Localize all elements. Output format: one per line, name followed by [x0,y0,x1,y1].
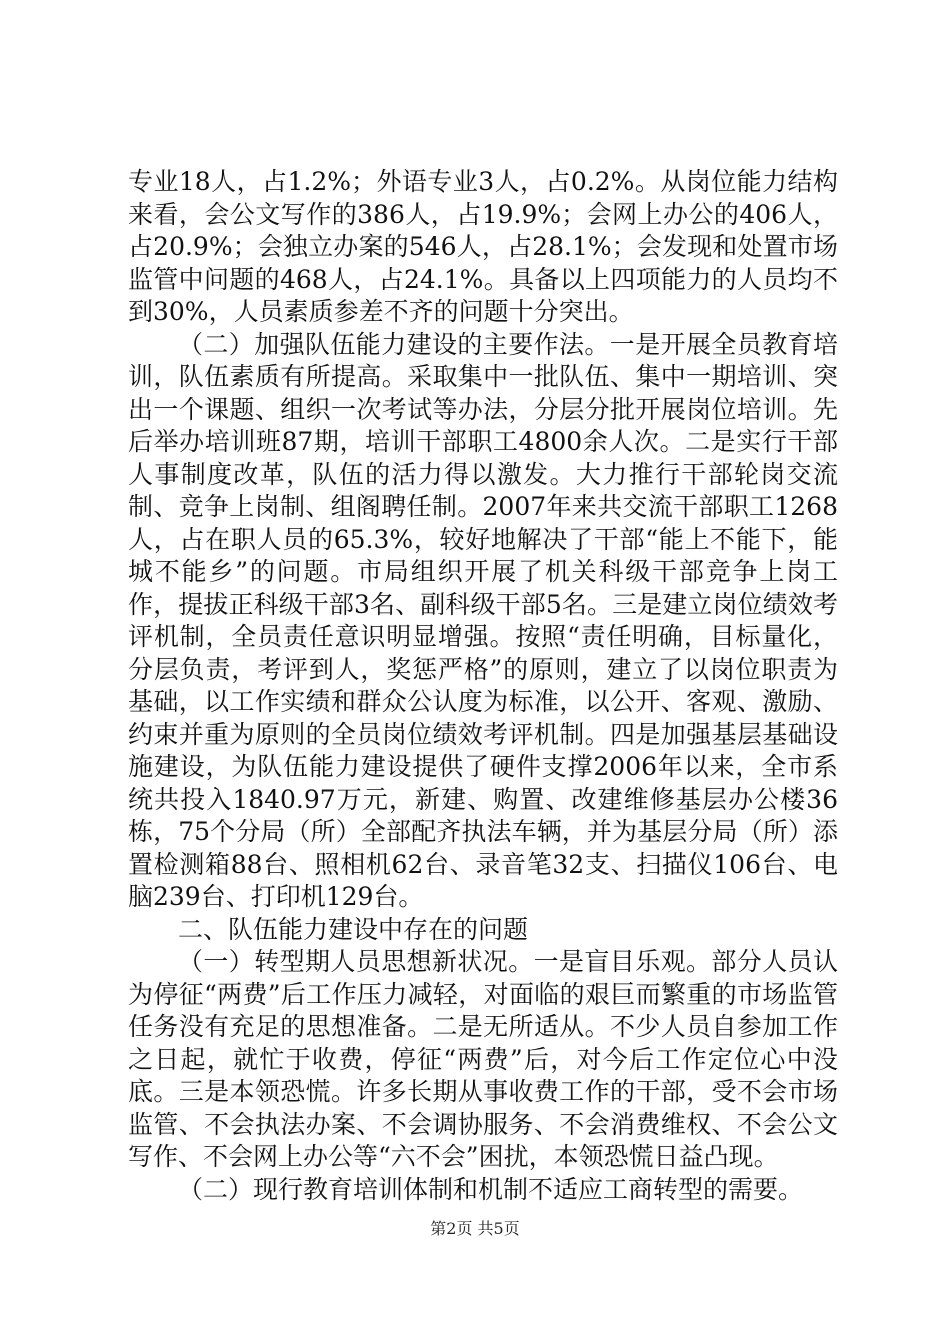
section-heading-problems: 二、队伍能力建设中存在的问题 [178,914,529,944]
document-body [128,166,838,1206]
page-number-footer: 第2页 共5页 [430,1219,520,1238]
paragraph-main-practices: （二）加强队伍能力建设的主要作法。一是开展全员教育培训，队伍素质有所提高。采取集中一批队伍、集中一期培训、突出一个课题、组织一次考试等办法，分层分批开展岗位培训。先后举办培训班87期，培训干部职工4800余人次。二是实行干部人事制度改革，队伍的活力得以激发。大力推行干部轮岗交流制、竞争上岗制、组阁聘任制。2007年来共交流干部职工1268人，占在职人员的65.3%，较好地解决了干部“能上不能下，能城不能乡”的问题。市局组织开展了机关科级干部竞争上岗工作，提拔正科级干部3名、副科级干部5名。三是建立岗位绩效考评机制，全员责任意识明显增强。按照“责任明确，目标量化，分层负责，考评到人，奖惩严格”的原则，建立了以岗位职责为基础，以工作实绩和群众公认度为标准，以公开、客观、激励、约束并重为原则的全员岗位绩效考评机制。四是加强基层基础设施建设，为队伍能力建设提供了硬件支撑2006年以来，全市系统共投入1840.97万元，新建、购置、改建维修基层办公楼36栋，75个分局（所）全部配齐执法车辆，并为基层分局（所）添置检测箱88台、照相机62台、录音笔32支、扫描仪106台、电脑239台、打印机129台。 [128,329,838,911]
paragraph-training-mechanism: （二）现行教育培训体制和机制不适应工商转型的需要。 [178,1174,804,1204]
paragraph-transition-thinking: （一）转型期人员思想新状况。一是盲目乐观。部分人员认为停征“两费”后工作压力减轻，对面临的艰巨而繁重的市场监管任务没有充足的思想准备。二是无所适从。不少人员自参加工作之日起，就忙于收费，停征“两费”后，对今后工作定位心中没底。三是本领恐慌。许多长期从事收费工作的干部，受不会市场监管、不会执法办案、不会调协服务、不会消费维权、不会公文写作、不会网上办公等“六不会”困扰，本领恐慌日益凸现。 [128,947,838,1171]
paragraph-staff-structure: 专业18人，占1.2%；外语专业3人，占0.2%。从岗位能力结构来看，会公文写作的386人，占19.9%；会网上办公的406人，占20.9%；会独立办案的546人，占28.1%；会发现和处置市场监管中问题的468人，占24.1%。具备以上四项能力的人员均不到30%，人员素质参差不齐的问题十分突出。 [128,167,838,326]
